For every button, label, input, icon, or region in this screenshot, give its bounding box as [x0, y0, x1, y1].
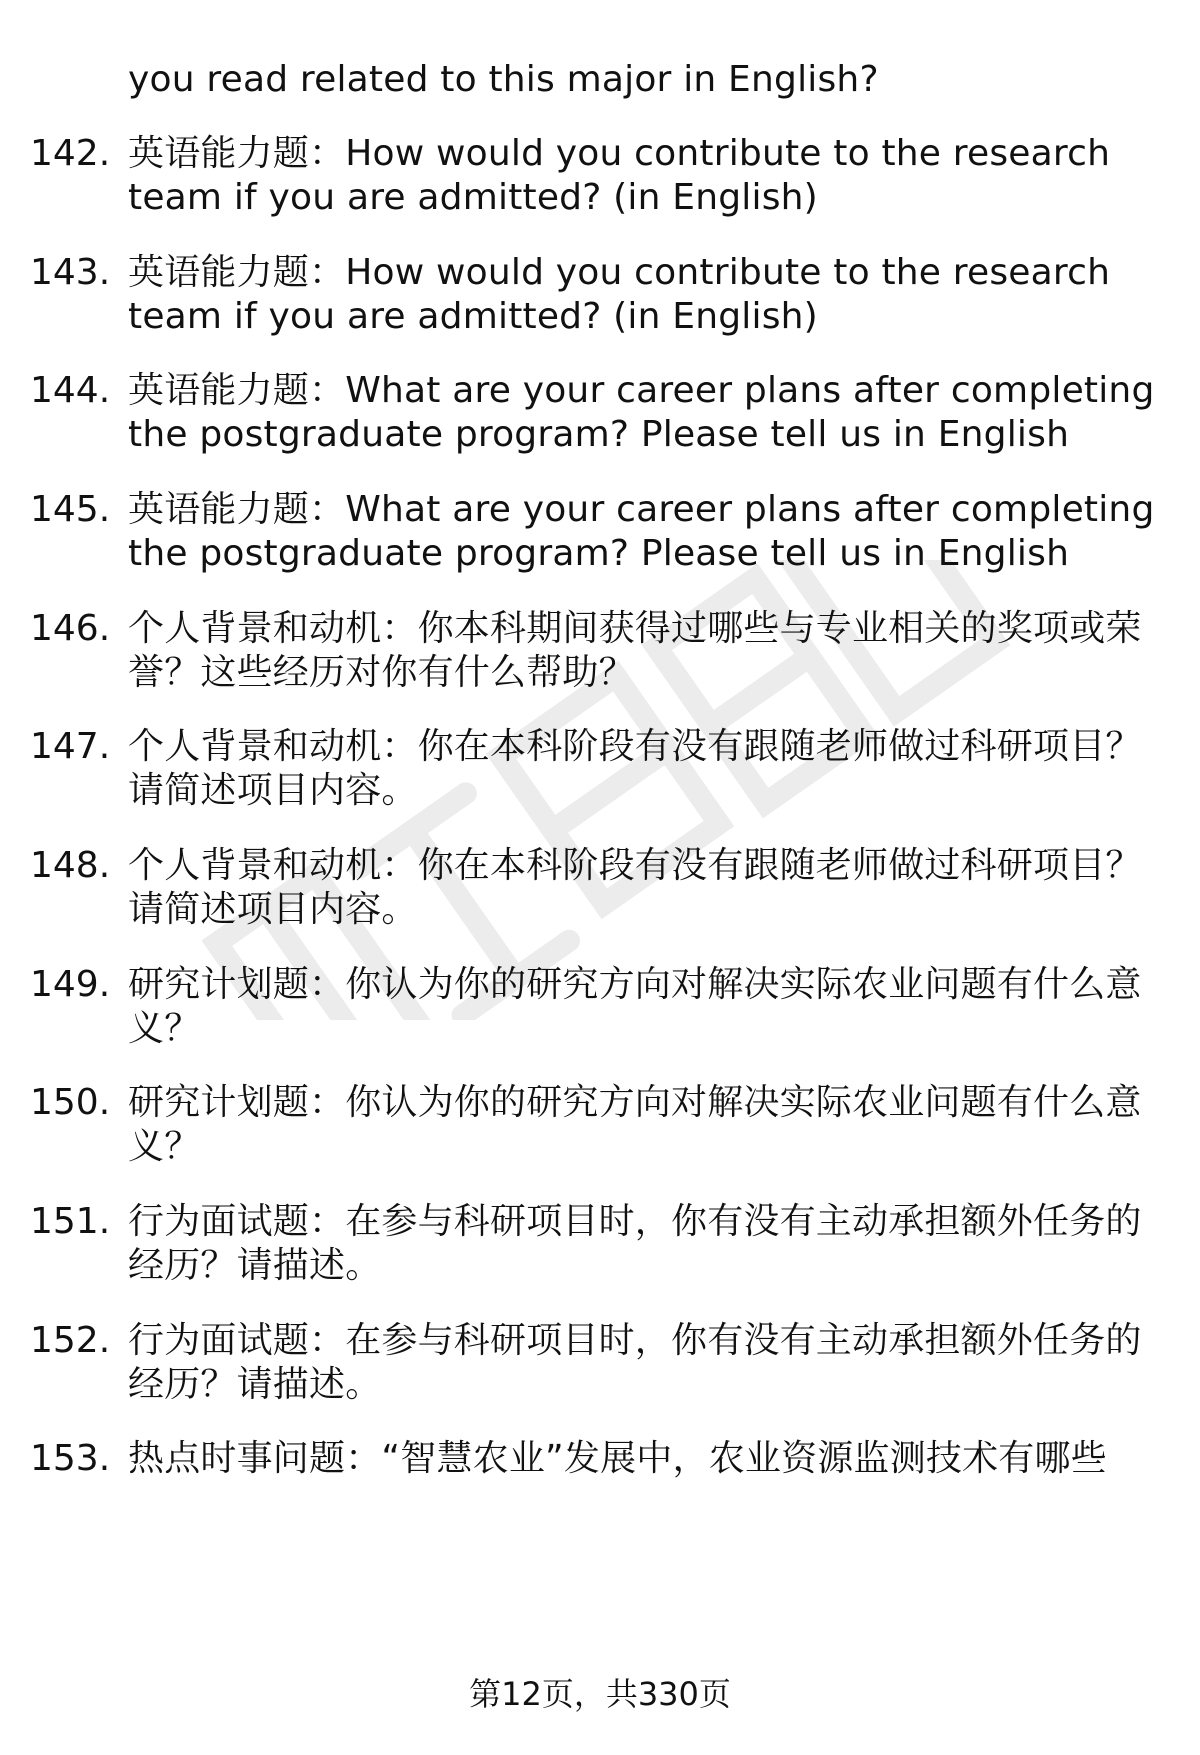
item-text-line1: 研究计划题：你认为你的研究方向对解决实际农业问题有什么意 — [128, 1082, 1142, 1123]
item-number: 150. — [30, 1082, 111, 1123]
item-text-line2: 义？ — [128, 1126, 201, 1167]
item-text-line1: 英语能力题：How would you contribute to the research — [128, 252, 1111, 293]
item-number: 147. — [30, 726, 111, 767]
item-text-line1: 行为面试题：在参与科研项目时，你有没有主动承担额外任务的 — [128, 1320, 1142, 1361]
item-text-line1: 行为面试题：在参与科研项目时，你有没有主动承担额外任务的 — [128, 1201, 1142, 1242]
item-text-line2: 义？ — [128, 1008, 201, 1049]
item-text-line2: team if you are admitted? (in English) — [128, 296, 818, 337]
item-number: 151. — [30, 1201, 111, 1242]
item-text-line2: the postgraduate program? Please tell us in English — [128, 414, 1070, 455]
item-text-line1: 热点时事问题：“智慧农业”发展中，农业资源监测技术有哪些 — [128, 1438, 1107, 1479]
item-number: 143. — [30, 252, 111, 293]
item-text-line2: 请简述项目内容。 — [128, 889, 418, 930]
item-number: 142. — [30, 133, 111, 174]
item-text-line2: 誉？这些经历对你有什么帮助？ — [128, 652, 635, 693]
item-number: 148. — [30, 845, 111, 886]
item-text-line1: 英语能力题：How would you contribute to the research — [128, 133, 1111, 174]
item-text-line1: 个人背景和动机：你在本科阶段有没有跟随老师做过科研项目？ — [128, 845, 1142, 886]
carryover-line: you read related to this major in English? — [128, 59, 879, 100]
item-text-line2: 请简述项目内容。 — [128, 770, 418, 811]
item-number: 145. — [30, 489, 111, 530]
item-text-line1: 英语能力题：What are your career plans after completing — [128, 489, 1155, 530]
item-text-line2: team if you are admitted? (in English) — [128, 177, 818, 218]
item-number: 146. — [30, 608, 111, 649]
item-number: 149. — [30, 964, 111, 1005]
item-number: 152. — [30, 1320, 111, 1361]
item-text-line1: 英语能力题：What are your career plans after completing — [128, 370, 1155, 411]
item-text-line2: 经历？请描述。 — [128, 1364, 382, 1405]
item-text-line1: 研究计划题：你认为你的研究方向对解决实际农业问题有什么意 — [128, 964, 1142, 1005]
item-number: 144. — [30, 370, 111, 411]
item-text-line1: 个人背景和动机：你在本科阶段有没有跟随老师做过科研项目？ — [128, 726, 1142, 767]
item-text-line2: 经历？请描述。 — [128, 1245, 382, 1286]
page-footer: 第12页，共330页 — [469, 1675, 731, 1713]
item-number: 153. — [30, 1438, 111, 1479]
item-text-line1: 个人背景和动机：你本科期间获得过哪些与专业相关的奖项或荣 — [128, 608, 1142, 649]
item-text-line2: the postgraduate program? Please tell us in English — [128, 533, 1070, 574]
